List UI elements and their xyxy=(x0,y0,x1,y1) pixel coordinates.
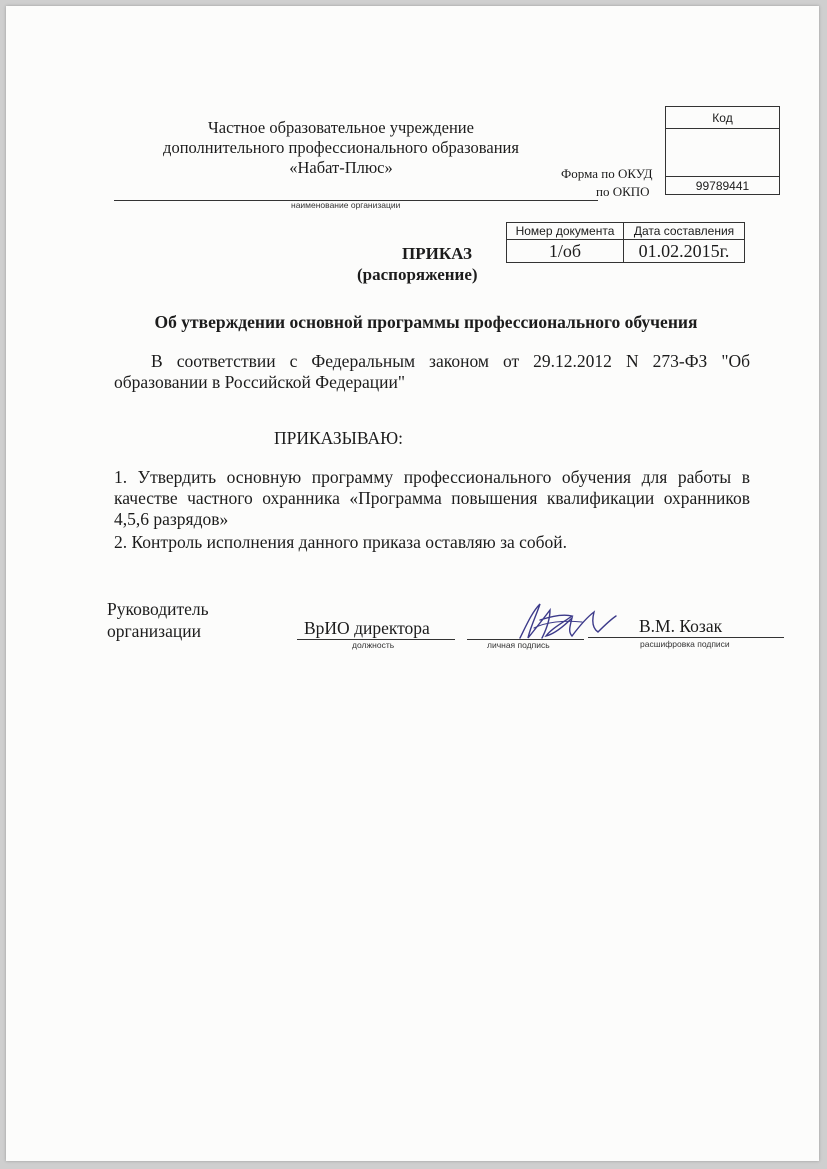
codes-header: Код xyxy=(666,107,780,129)
signatory-position: ВрИО директора xyxy=(304,618,430,638)
document-number-table xyxy=(506,222,745,263)
signatory-role xyxy=(107,598,209,642)
document-subject: Об утверждении основной программы профессионального обучения xyxy=(154,312,698,332)
org-line-1: Частное образовательное учреждение xyxy=(208,118,474,137)
okud-value xyxy=(666,129,780,177)
okpo-label: по ОКПО xyxy=(596,184,650,199)
document-number: 1/об xyxy=(507,240,624,263)
signature-caption: личная подпись xyxy=(487,640,550,650)
org-line-3: «Набат-Плюс» xyxy=(289,158,393,177)
number-header: Номер документа xyxy=(507,223,624,240)
name-caption: расшифровка подписи xyxy=(640,639,730,649)
document-date: 01.02.2015г. xyxy=(624,240,745,263)
role-line-1: Руководитель xyxy=(107,599,209,619)
signatory-name: В.М. Козак xyxy=(639,616,723,636)
role-line-2: организации xyxy=(107,621,201,641)
position-caption: должность xyxy=(352,640,395,650)
document-sheet xyxy=(6,6,819,1161)
document-subtitle: (распоряжение) xyxy=(357,265,478,284)
preamble: В соответствии с Федеральным законом от 29.12.2012 N 273-ФЗ "Об образовании в Российской Федерации" xyxy=(114,351,750,392)
order-word: ПРИКАЗЫВАЮ: xyxy=(274,428,403,448)
okud-label: Форма по ОКУД xyxy=(561,166,653,181)
organization-caption: наименование организации xyxy=(291,200,401,210)
organization-name xyxy=(106,118,576,178)
org-line-2: дополнительного профессионального образования xyxy=(163,138,519,157)
codes-table xyxy=(665,106,780,195)
okpo-value: 99789441 xyxy=(666,177,780,195)
order-item-1: 1. Утвердить основную программу профессионального обучения для работы в качестве частного охранника «Программа повышения квалификации охранников 4,5,6 разрядов» xyxy=(114,467,750,529)
document-title: ПРИКАЗ xyxy=(402,244,472,263)
date-header: Дата составления xyxy=(624,223,745,240)
name-line xyxy=(588,637,784,638)
order-item-2: 2. Контроль исполнения данного приказа оставляю за собой. xyxy=(114,532,568,552)
